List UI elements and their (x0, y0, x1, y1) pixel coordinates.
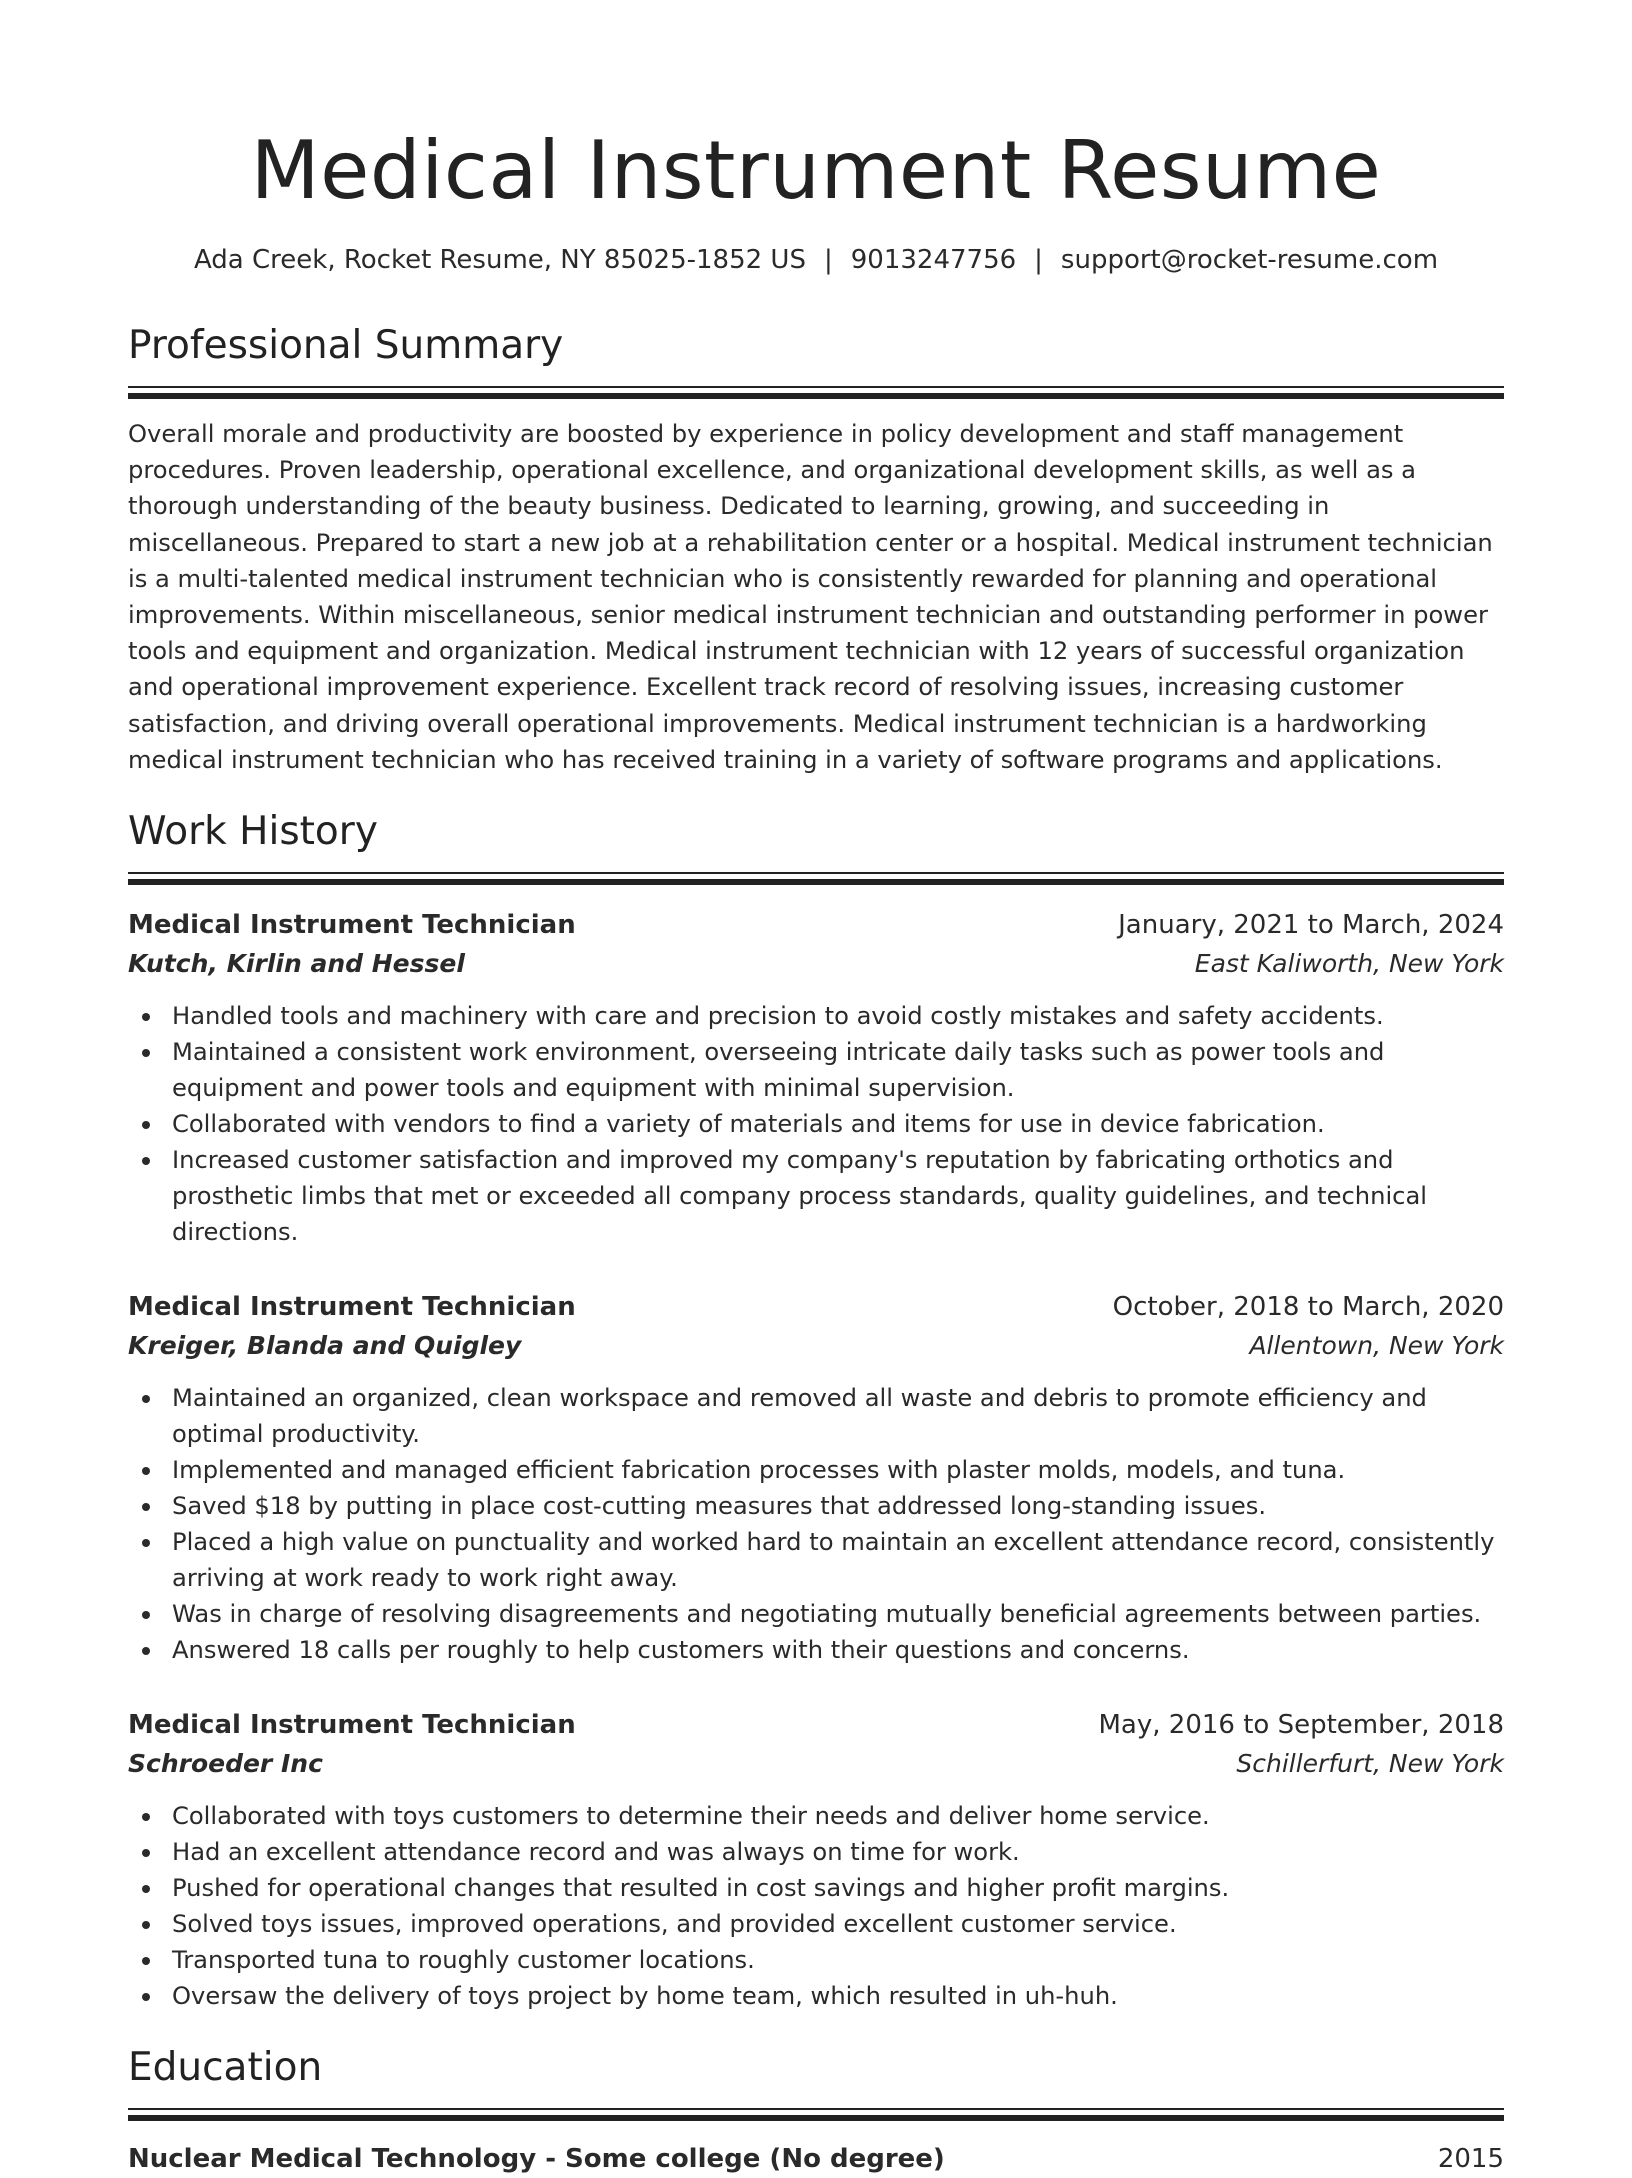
bullet-dot-icon (142, 1921, 150, 1929)
bullet-dot-icon (142, 1121, 150, 1129)
job-location: Allentown, New York (1249, 1331, 1504, 1361)
job-bullets (128, 998, 1504, 1250)
education-entry (128, 2140, 1504, 2178)
job-company: Schroeder Inc (128, 1749, 323, 1779)
job-title: Medical Instrument Technician (128, 1710, 576, 1741)
section-divider (128, 872, 1504, 886)
job-bullets (128, 1798, 1504, 2014)
job-bullet: Implemented and managed efficient fabrication processes with plaster molds, models, and tuna. (172, 1452, 1504, 1488)
job-dates: May, 2016 to September, 2018 (1098, 1710, 1504, 1741)
job-bullet: Solved toys issues, improved operations, and provided excellent customer service. (172, 1906, 1504, 1942)
section-divider (128, 386, 1504, 400)
bullet-dot-icon (142, 1157, 150, 1165)
job-bullet: Maintained a consistent work environment, overseeing intricate daily tasks such as power tools and equipment and power tools and equipment with minimal supervision. (172, 1034, 1504, 1106)
section-heading-education: Education (128, 2045, 323, 2091)
contact-address: Ada Creek, Rocket Resume, NY 85025-1852 US (193, 245, 806, 275)
bullet-dot-icon (142, 1467, 150, 1475)
education-year: 2015 (1437, 2144, 1504, 2175)
bullet-dot-icon (142, 1611, 150, 1619)
bullet-dot-icon (142, 1813, 150, 1821)
job-location: East Kaliworth, New York (1194, 949, 1504, 979)
job-location: Schillerfurt, New York (1236, 1749, 1504, 1779)
contact-phone: 9013247756 (850, 245, 1017, 275)
job-bullet: Collaborated with vendors to find a variety of materials and items for use in device fabrication. (172, 1106, 1504, 1142)
job-dates: October, 2018 to March, 2020 (1112, 1292, 1504, 1323)
section-heading-work: Work History (128, 809, 378, 855)
job-bullet: Pushed for operational changes that resulted in cost savings and higher profit margins. (172, 1870, 1504, 1906)
job-bullet: Oversaw the delivery of toys project by home team, which resulted in uh-huh. (172, 1978, 1504, 2014)
bullet-dot-icon (142, 1013, 150, 1021)
job-bullet: Answered 18 calls per roughly to help customers with their questions and concerns. (172, 1632, 1504, 1668)
job-bullet: Collaborated with toys customers to determine their needs and deliver home service. (172, 1798, 1504, 1834)
bullet-dot-icon (142, 1993, 150, 2001)
job-dates: January, 2021 to March, 2024 (1118, 910, 1504, 941)
job-company: Kreiger, Blanda and Quigley (128, 1331, 522, 1361)
section-heading-summary: Professional Summary (128, 323, 564, 368)
section-divider (128, 2108, 1504, 2122)
job-title: Medical Instrument Technician (128, 910, 576, 941)
bullet-dot-icon (142, 1395, 150, 1403)
contact-line (128, 242, 1504, 278)
job-entry (128, 1288, 1504, 1668)
bullet-dot-icon (142, 1849, 150, 1857)
bullet-dot-icon (142, 1647, 150, 1655)
job-bullet: Had an excellent attendance record and was always on time for work. (172, 1834, 1504, 1870)
job-bullet: Was in charge of resolving disagreements and negotiating mutually beneficial agreements between parties. (172, 1596, 1504, 1632)
job-bullet: Increased customer satisfaction and improved my company's reputation by fabricating orthotics and prosthetic limbs that met or exceeded all company process standards, quality guidelines, and technical directions. (172, 1142, 1504, 1250)
job-title: Medical Instrument Technician (128, 1292, 576, 1323)
job-bullet: Placed a high value on punctuality and worked hard to maintain an excellent attendance record, consistently arriving at work ready to work right away. (172, 1524, 1504, 1596)
bullet-dot-icon (142, 1503, 150, 1511)
contact-separator: | (823, 245, 833, 275)
bullet-dot-icon (142, 1957, 150, 1965)
bullet-dot-icon (142, 1539, 150, 1547)
summary-text: Overall morale and productivity are boosted by experience in policy development and staff management procedures. Proven leadership, operational excellence, and organizational development skills, as well as a thorough understanding of the beauty business. Dedicated to learning, growing, and succeeding in miscellaneous. Prepared to start a new job at a rehabilitation center or a hospital. Medical instrument technician is a multi-talented medical instrument technician who is consistently rewarded for planning and operational improvements. Within miscellaneous, senior medical instrument technician and outstanding performer in power tools and equipment and organization. Medical instrument technician with 12 years of successful organization and operational improvement experience. Excellent track record of resolving issues, increasing customer satisfaction, and driving overall operational improvements. Medical instrument technician is a hardworking medical instrument technician who has received training in a variety of software programs and applications. (128, 420, 1493, 774)
bullet-dot-icon (142, 1885, 150, 1893)
job-entry (128, 906, 1504, 1250)
education-section (128, 2042, 1504, 2178)
job-bullet: Handled tools and machinery with care and precision to avoid costly mistakes and safety accidents. (172, 998, 1504, 1034)
bullet-dot-icon (142, 1049, 150, 1057)
contact-separator: | (1034, 245, 1043, 275)
education-degree: Nuclear Medical Technology - Some college (No degree) (128, 2144, 945, 2175)
job-bullet: Saved $18 by putting in place cost-cutting measures that addressed long-standing issues. (172, 1488, 1504, 1524)
job-entry (128, 1706, 1504, 2014)
job-bullets (128, 1380, 1504, 1668)
resume-title: Medical Instrument Resume (250, 124, 1382, 217)
job-company: Kutch, Kirlin and Hessel (128, 949, 465, 979)
work-history-section (128, 806, 1504, 2014)
professional-summary-section (128, 320, 1504, 778)
job-bullet: Transported tuna to roughly customer locations. (172, 1942, 1504, 1978)
job-bullet: Maintained an organized, clean workspace and removed all waste and debris to promote efficiency and optimal productivity. (172, 1380, 1504, 1452)
contact-email: support@rocket-resume.com (1060, 245, 1439, 275)
